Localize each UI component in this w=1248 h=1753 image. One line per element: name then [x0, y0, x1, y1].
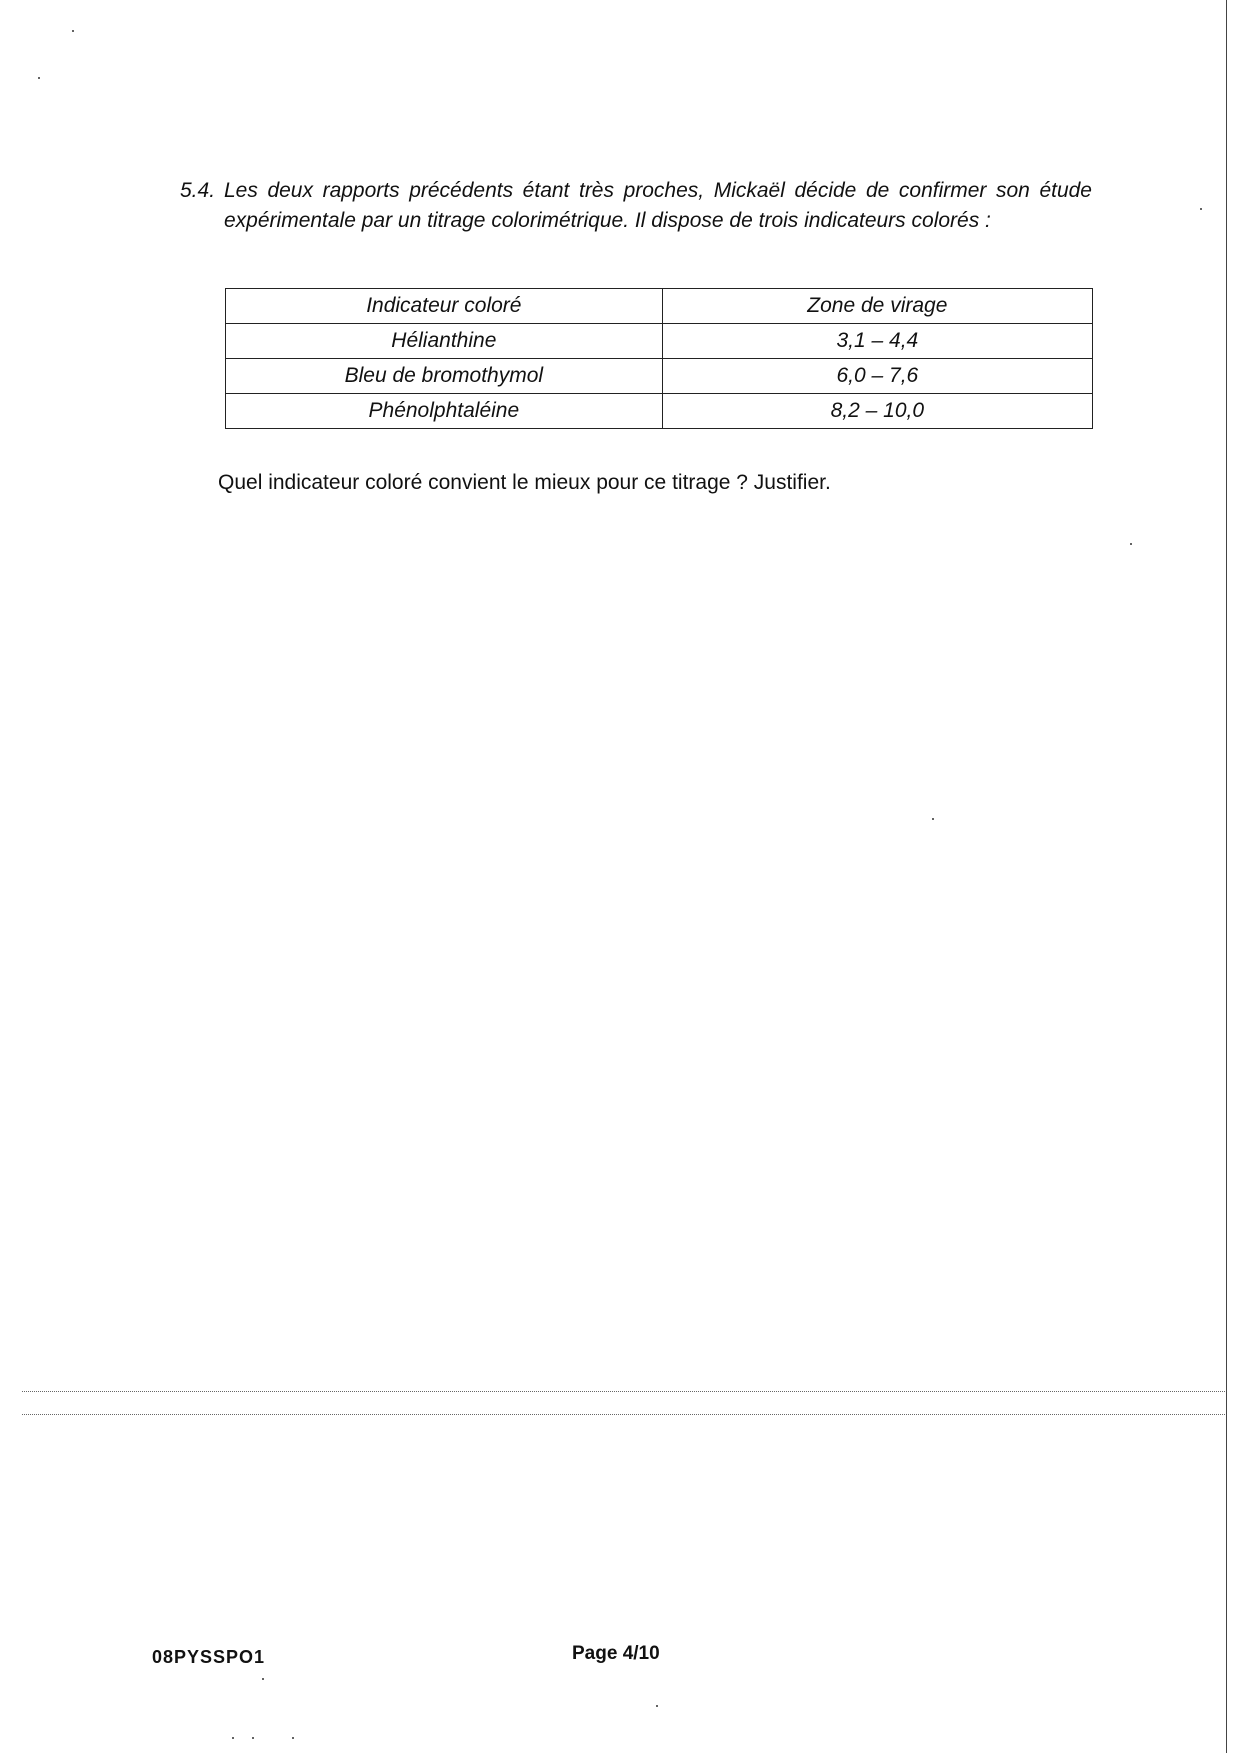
indicator-table — [225, 288, 1093, 429]
margin-rule — [1226, 0, 1227, 1753]
footer-page-number: Page 4/10 — [572, 1643, 660, 1664]
table-cell-indicator: Hélianthine — [226, 324, 663, 359]
scan-speck — [232, 1737, 234, 1739]
table-cell-indicator: Phénolphtaléine — [226, 394, 663, 429]
table-cell-zone: 3,1 – 4,4 — [662, 324, 1092, 359]
table-cell-indicator: Bleu de bromothymol — [226, 359, 663, 394]
scan-speck — [1200, 208, 1202, 210]
answer-line — [22, 1414, 1227, 1415]
question-number: 5.4. — [180, 179, 216, 202]
table-row — [226, 359, 1093, 394]
question-5-4 — [180, 176, 1092, 236]
scan-speck — [262, 1678, 264, 1680]
table-row — [226, 394, 1093, 429]
table-row — [226, 324, 1093, 359]
scan-speck — [932, 818, 934, 820]
question-text: Les deux rapports précédents étant très proches, Mickaël décide de confirmer son étude expérimentale par un titrage colorimétrique. Il dispose de trois indicateurs colorés : — [224, 179, 1092, 232]
table-header-row — [226, 289, 1093, 324]
table-cell-zone: 6,0 – 7,6 — [662, 359, 1092, 394]
scan-speck — [38, 77, 40, 79]
table-header-indicator: Indicateur coloré — [226, 289, 663, 324]
followup-question: Quel indicateur coloré convient le mieux pour ce titrage ? Justifier. — [218, 471, 831, 494]
scan-speck — [656, 1705, 658, 1707]
table-header-zone: Zone de virage — [662, 289, 1092, 324]
scan-speck — [292, 1737, 294, 1739]
scan-speck — [72, 30, 74, 32]
scan-speck — [1130, 543, 1132, 545]
footer-subject-code: 08PYSSPO1 — [152, 1647, 266, 1667]
answer-line — [22, 1391, 1227, 1392]
scan-speck — [252, 1737, 254, 1739]
table-cell-zone: 8,2 – 10,0 — [662, 394, 1092, 429]
